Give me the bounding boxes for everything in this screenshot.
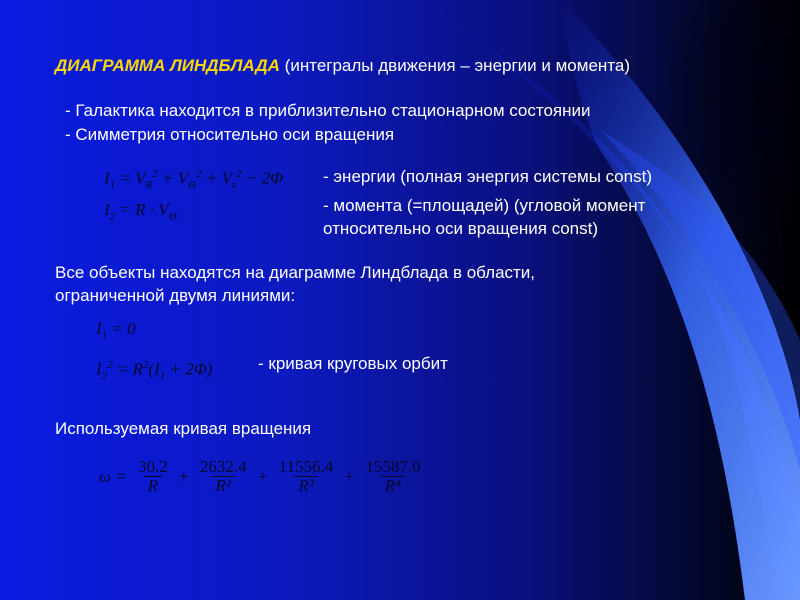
rotation-term-2 [198,458,249,495]
region-text-line-1: Все объекты находятся на диаграмме Линдблада в области, [55,263,536,282]
energy-integral-formula: $I_1 = V_R^2 + V_\Theta^2 + V_z^2 - 2\Phi$ [104,168,284,192]
rotation-term-2-denominator: R² [211,476,234,495]
rotation-op-3: + [344,466,355,486]
rotation-term-1-denominator: R [144,476,162,495]
rotation-term-3 [277,458,336,495]
rotation-term-4-denominator: R⁴ [381,476,405,495]
rotation-term-1 [136,458,170,495]
slide-title [55,55,630,77]
title-main: ДИАГРАММА ЛИНДБЛАДА [55,56,280,75]
rotation-term-1-numerator: 30.2 [137,457,168,476]
title-subtitle: (интегралы движения – энергии и момента) [284,56,630,75]
rotation-op-1: + [178,466,189,486]
momentum-description-line-2: относительно оси вращения const) [323,219,599,238]
rotation-term-4 [363,458,422,495]
rotation-curve-lhs: ω = [99,466,127,486]
bullet-symmetry: - Симметрия относительно оси вращения [65,125,395,144]
rotation-term-4-numerator: 15587.0 [365,457,421,476]
rotation-op-2: + [257,466,268,486]
region-text-line-2: ограниченной двумя линиями: [55,286,296,305]
energy-description: - энергии (полная энергия системы const) [323,167,652,186]
rotation-curve-heading: Используемая кривая вращения [55,419,312,438]
circular-orbit-description: - кривая круговых орбит [258,354,448,373]
momentum-integral-formula: $I_2 = R \cdot V_\Theta$ [104,200,177,223]
bullet-stationary: - Галактика находится в приблизительно стационарном состоянии [65,101,591,120]
boundary-formula-circular: $I_2^2 = R^2(I_1 + 2\Phi)$ [96,359,213,383]
rotation-term-3-denominator: R³ [294,476,317,495]
rotation-term-2-numerator: 2632.4 [199,457,247,476]
momentum-description-line-1: - момента (=площадей) (угловой момент [323,196,646,215]
rotation-term-3-numerator: 11556.4 [278,457,334,476]
rotation-curve-formula [96,458,425,495]
boundary-formula-i1-zero: $I_1 = 0$ [96,319,136,342]
